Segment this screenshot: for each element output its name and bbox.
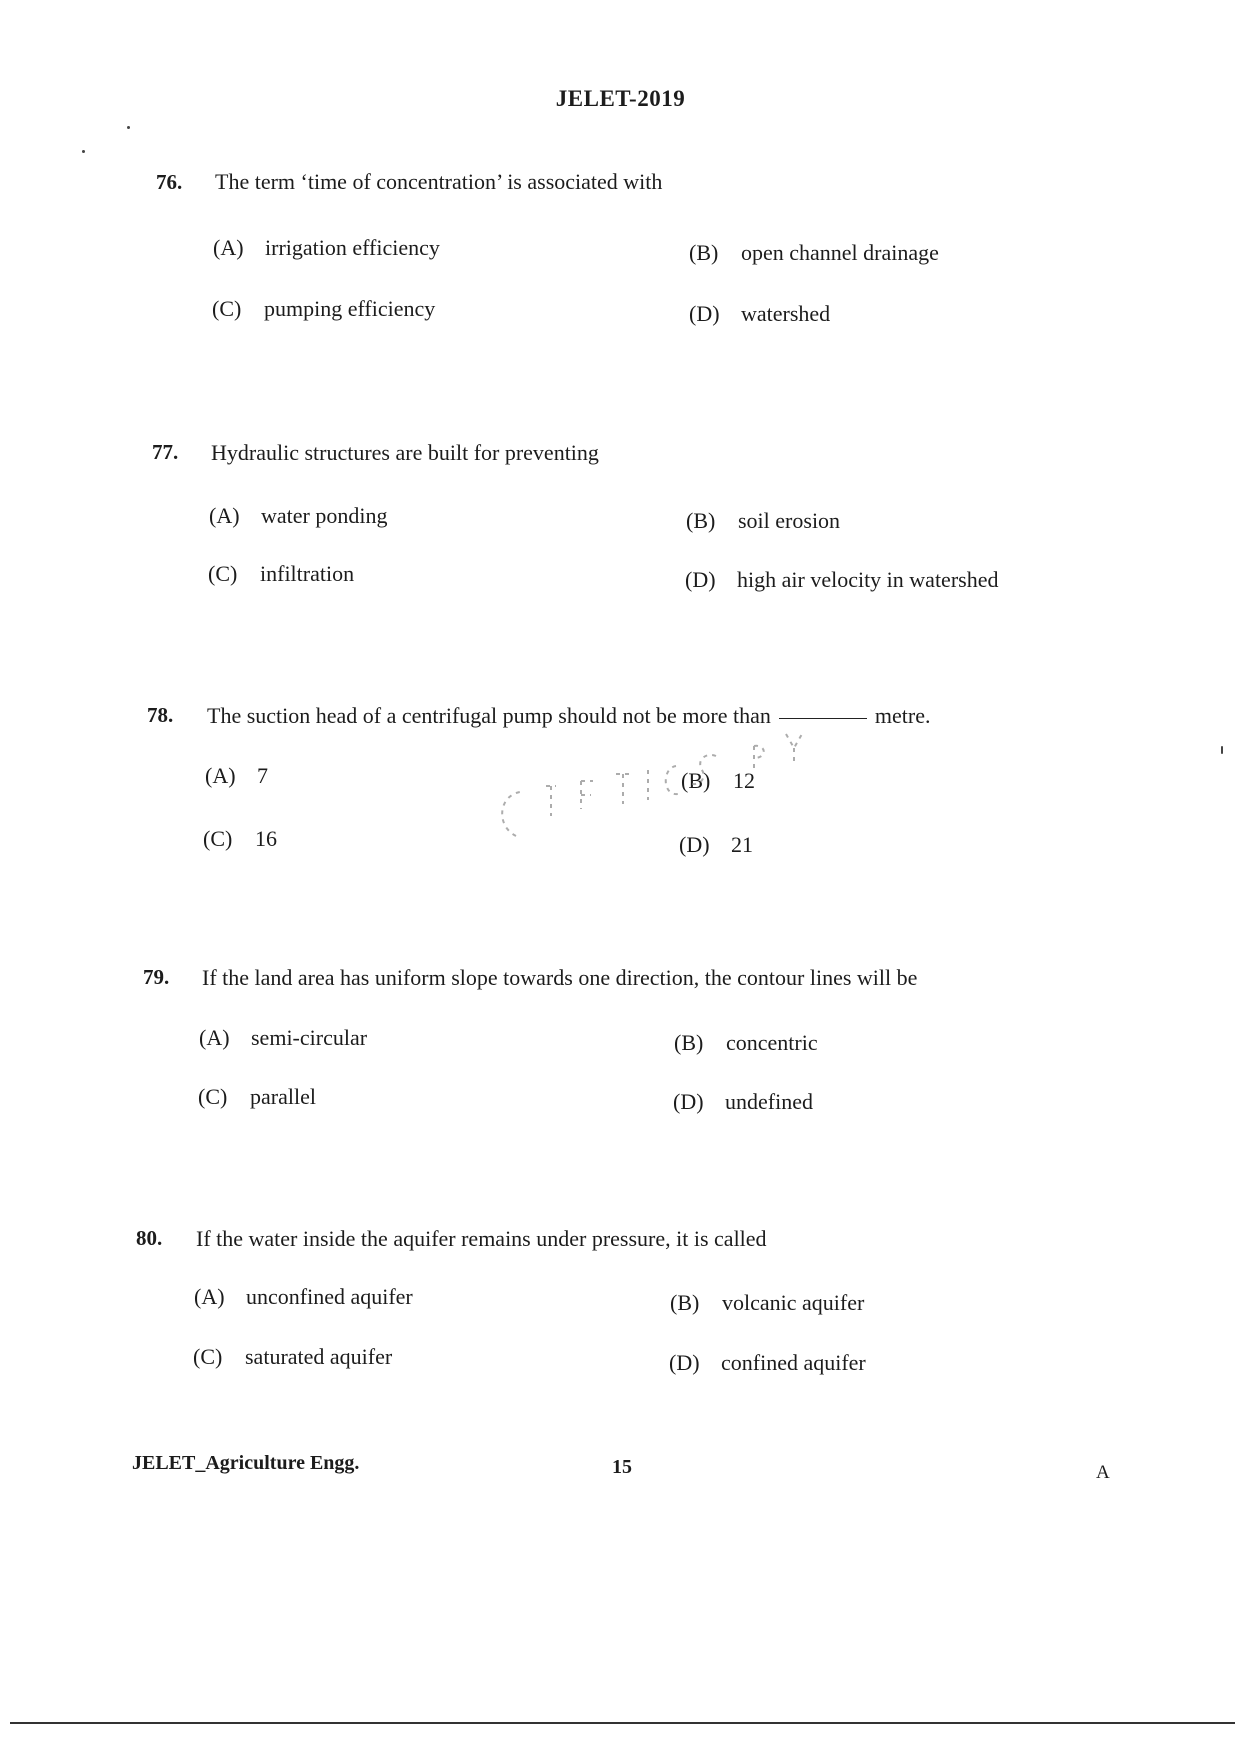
option-label: (A) [213, 235, 244, 260]
option-c[interactable] [203, 826, 277, 852]
option-label: (A) [209, 503, 240, 528]
option-c[interactable] [198, 1084, 316, 1110]
question-80 [0, 1222, 1241, 1402]
option-text: soil erosion [738, 508, 841, 533]
question-text: Hydraulic structures are built for preventing [211, 440, 599, 465]
option-b[interactable] [670, 1290, 864, 1316]
answer-blank [779, 718, 867, 719]
question-number: 78. [147, 703, 174, 727]
option-a[interactable] [194, 1284, 413, 1310]
option-d[interactable] [669, 1350, 866, 1376]
question-76 [0, 165, 1241, 345]
option-b[interactable] [686, 508, 840, 534]
option-text: parallel [250, 1084, 316, 1109]
option-text: 12 [733, 768, 755, 793]
option-text: irrigation efficiency [265, 235, 440, 260]
option-label: (C) [193, 1344, 223, 1369]
option-text: open channel drainage [741, 240, 939, 265]
option-label: (D) [685, 567, 716, 592]
option-text: watershed [741, 301, 831, 326]
option-a[interactable] [205, 763, 268, 789]
page-title: JELET-2019 [555, 86, 686, 111]
option-label: (B) [670, 1290, 700, 1315]
option-text: volcanic aquifer [722, 1290, 865, 1315]
option-label: (B) [689, 240, 719, 265]
option-text: 7 [257, 763, 268, 788]
option-b[interactable] [689, 240, 939, 266]
option-text: saturated aquifer [245, 1344, 393, 1369]
option-c[interactable] [208, 561, 354, 587]
option-text: concentric [726, 1030, 818, 1055]
option-label: (D) [679, 832, 710, 857]
option-label: (B) [681, 768, 711, 793]
scan-speck [127, 126, 130, 129]
option-text: pumping efficiency [264, 296, 436, 321]
option-text: unconfined aquifer [246, 1284, 413, 1309]
option-text: 21 [731, 832, 753, 857]
certified-copy-stamp [486, 726, 826, 866]
question-text-main: The suction head of a centrifugal pump should not be more than [207, 703, 771, 728]
option-label: (C) [203, 826, 233, 851]
option-text: 16 [255, 826, 277, 851]
option-label: (D) [689, 301, 720, 326]
question-77 [0, 436, 1241, 616]
option-c[interactable] [193, 1344, 392, 1370]
option-label: (B) [686, 508, 716, 533]
option-d[interactable] [685, 567, 998, 593]
question-number: 77. [152, 440, 179, 464]
option-c[interactable] [212, 296, 435, 322]
option-label: (B) [674, 1030, 704, 1055]
option-label: (A) [194, 1284, 225, 1309]
option-label: (A) [205, 763, 236, 788]
option-text: undefined [725, 1089, 813, 1114]
option-text: confined aquifer [721, 1350, 866, 1375]
scan-speck [1221, 746, 1223, 754]
option-label: (D) [669, 1350, 700, 1375]
scan-speck [82, 150, 85, 153]
paper-name: JELET_Agriculture Engg. [132, 1452, 360, 1474]
option-text: water ponding [261, 503, 388, 528]
question-number: 79. [143, 965, 170, 989]
option-d[interactable] [673, 1089, 813, 1115]
option-d[interactable] [689, 301, 830, 327]
question-number: 80. [136, 1226, 163, 1250]
option-a[interactable] [213, 235, 440, 261]
option-label: (C) [208, 561, 238, 586]
page-number: 15 [612, 1456, 632, 1478]
option-text: infiltration [260, 561, 355, 586]
option-a[interactable] [199, 1025, 367, 1051]
question-text: If the land area has uniform slope towards one direction, the contour lines will be [202, 965, 918, 990]
question-79 [0, 962, 1241, 1142]
option-label: (A) [199, 1025, 230, 1050]
option-text: semi-circular [251, 1025, 368, 1050]
option-label: (D) [673, 1089, 704, 1114]
question-text: If the water inside the aquifer remains under pressure, it is called [196, 1226, 767, 1251]
question-number: 76. [156, 170, 183, 194]
question-text-unit: metre. [874, 703, 931, 728]
option-label: (C) [212, 296, 242, 321]
bottom-rule [10, 1722, 1235, 1724]
option-a[interactable] [209, 503, 387, 529]
option-text: high air velocity in watershed [737, 567, 999, 592]
question-set: A [1096, 1462, 1110, 1483]
question-text: The term ‘time of concentration’ is associated with [215, 169, 663, 194]
option-b[interactable] [674, 1030, 818, 1056]
option-label: (C) [198, 1084, 228, 1109]
